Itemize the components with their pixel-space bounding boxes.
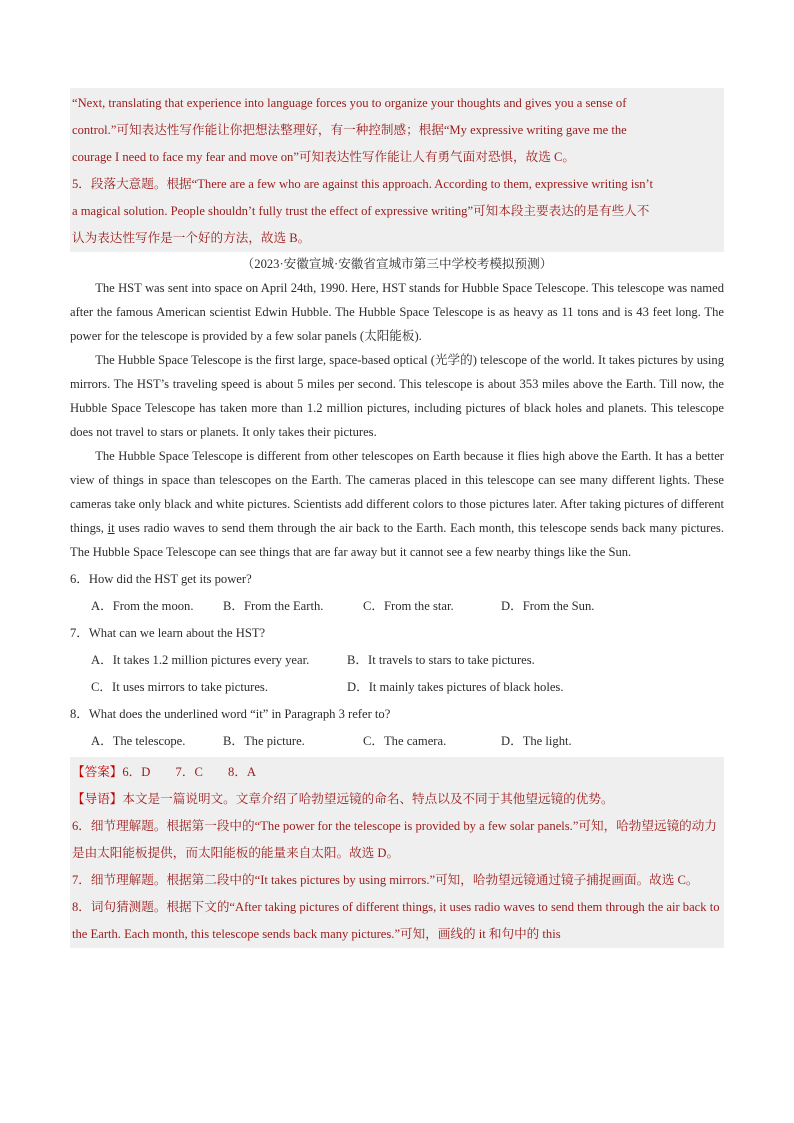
option-c[interactable]: C．It uses mirrors to take pictures. — [91, 680, 268, 694]
question-8 — [70, 701, 724, 755]
answer-line — [72, 759, 722, 786]
option-b[interactable]: B．The picture. — [223, 734, 305, 748]
question-options — [70, 728, 724, 755]
question-options — [70, 593, 724, 620]
option-d[interactable]: D．From the Sun. — [501, 599, 595, 613]
guide-line — [72, 786, 722, 813]
explanation-7: 7．细节理解题。根据第二段中的“It takes pictures by using mirrors.”可知，哈勃望远镜通过镜子捕捉画面。故选 C。 — [72, 873, 699, 887]
guide-text: 本文是一篇说明文。文章介绍了哈勃望远镜的命名、特点以及不同于其他望远镜的优势。 — [122, 792, 614, 806]
option-a[interactable]: A．It takes 1.2 million pictures every year. — [91, 653, 310, 667]
explanation-8: 8．词句猜测题。根据下文的“After taking pictures of different things, it uses radio waves to send them through the air back to the Earth. Each month, this telescope sends back many pictures.”可知，画线的 it 和句中的 this — [72, 900, 720, 941]
guide-tag: 【导语】 — [72, 792, 123, 806]
explanation-line: courage I need to face my fear and move on”可知表达性写作能让人有勇气面对恐惧，故选 C。 — [72, 150, 575, 164]
passage-paragraph-3 — [70, 444, 724, 564]
passage-paragraph-2: The Hubble Space Telescope is the first large, space-based optical (光学的) telescope of the world. It takes pictures by using mirrors. The HST’s traveling speed is about 5 miles per second. This telescope is about 353 miles above the Earth. Till now, the Hubble Space Telescope has taken more than 1.2 million pictures, including pictures of black holes and planets. This telescope does not travel to stars or planets. It only takes their pictures. — [70, 353, 724, 439]
passage-paragraph-1: The HST was sent into space on April 24th, 1990. Here, HST stands for Hubble Space Telescope. This telescope was named after the famous American scientist Edwin Hubble. The Hubble Space Telescope is as heavy as 11 tons and is 43 feet long. The power for the telescope is provided by a few solar panels (太阳能板). — [70, 281, 724, 343]
option-b[interactable]: B．It travels to stars to take pictures. — [347, 653, 535, 667]
answer-text: 6．D 7．C 8．A — [122, 765, 257, 779]
reading-passage — [70, 276, 724, 564]
option-c[interactable]: C．From the star. — [363, 599, 454, 613]
explanation-line: a magical solution. People shouldn’t fully trust the effect of expressive writing”可知本段主要表达的是有些人不 — [72, 204, 650, 218]
option-a[interactable]: A．From the moon. — [91, 599, 194, 613]
explanation-line: control.”可知表达性写作能让你把想法整理好，有一种控制感；根据“My expressive writing gave me the — [72, 123, 627, 137]
explanation-line: 认为表达性写作是一个好的方法，故选 B。 — [72, 231, 311, 245]
paragraph-text: The Hubble Space Telescope is different from other telescopes on Earth because it flies high above the Earth. It has a better view of things in space than telescopes on the Earth. The cameras placed in this telescope can see many different lights. These cameras take only black and white pictures. Scientists add different colors to those pictures later. After taking pictures of different things, — [70, 449, 724, 535]
option-d[interactable]: D．It mainly takes pictures of black holes. — [347, 680, 564, 694]
source-title: （2023·安徽宣城·安徽省宣城市第三中学校考模拟预测） — [241, 257, 553, 271]
question-stem: 8．What does the underlined word “it” in Paragraph 3 refer to? — [70, 707, 391, 721]
explanation-line: 5．段落大意题。根据“There are a few who are against this approach. According to them, expressive writing isn’t — [72, 177, 654, 191]
previous-explanation-block — [70, 88, 724, 252]
answer-tag: 【答案】 — [72, 765, 123, 779]
paragraph-text: uses radio waves to send them through the air back to the Earth. Each month, this telescope sends back many pictures. The Hubble Space Telescope can see things that are far away but it cannot see a few nearby things like the Sun. — [70, 521, 724, 559]
explanation-6: 6．细节理解题。根据第一段中的“The power for the telescope is provided by a few solar panels.”可知，哈勃望远镜的动力是由太阳能板提供，而太阳能板的能量来自太阳。故选 D。 — [72, 819, 717, 860]
document-page — [70, 88, 724, 948]
question-stem: 7．What can we learn about the HST? — [70, 626, 266, 640]
option-a[interactable]: A．The telescope. — [91, 734, 186, 748]
question-7 — [70, 620, 724, 701]
explanation-line: “Next, translating that experience into language forces you to organize your thoughts and gives you a sense of — [72, 96, 627, 110]
option-d[interactable]: D．The light. — [501, 734, 572, 748]
question-stem: 6．How did the HST get its power? — [70, 572, 252, 586]
option-b[interactable]: B．From the Earth. — [223, 599, 324, 613]
option-c[interactable]: C．The camera. — [363, 734, 447, 748]
question-6 — [70, 566, 724, 620]
question-options — [70, 647, 724, 701]
answer-explanation-block — [70, 757, 724, 948]
underlined-word: it — [107, 521, 115, 535]
